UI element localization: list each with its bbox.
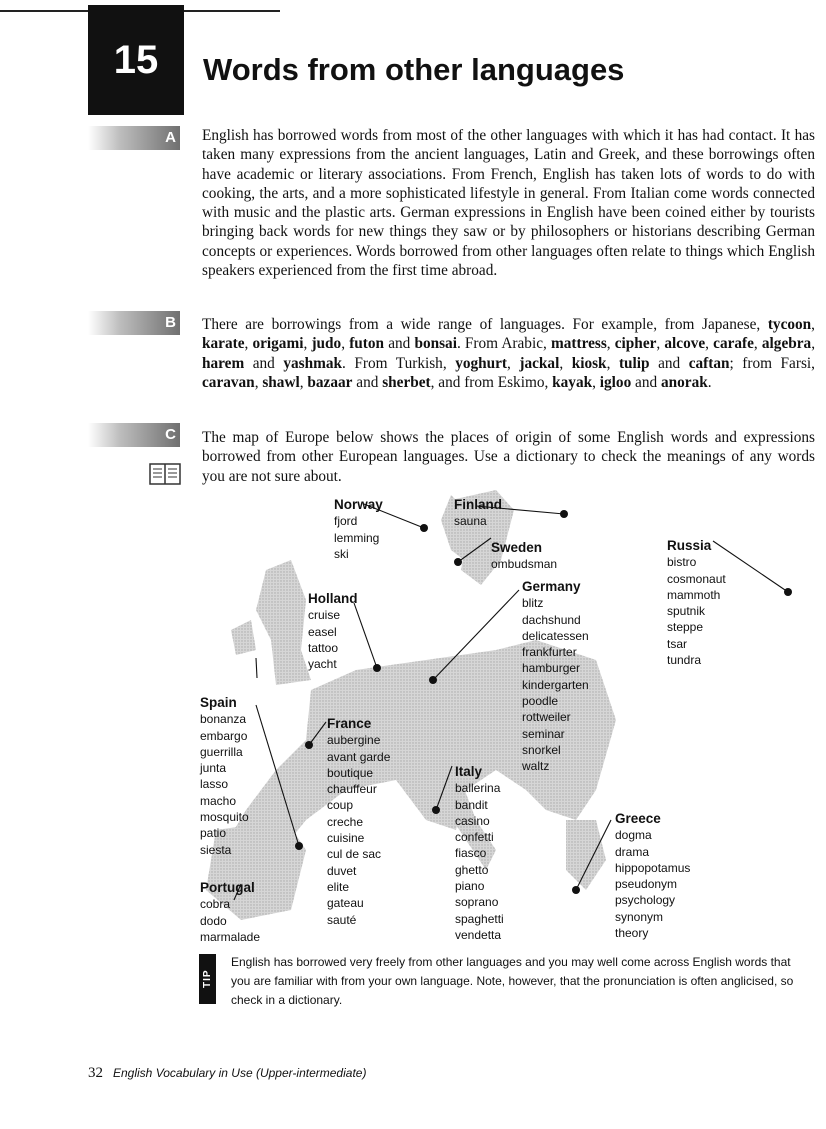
map-label-sweden bbox=[491, 540, 557, 573]
word: fiasco bbox=[455, 846, 487, 861]
borrowed-word: tycoon bbox=[767, 316, 812, 333]
word: cul de sac bbox=[327, 847, 382, 862]
word: dachshund bbox=[522, 612, 581, 627]
word: sauna bbox=[454, 514, 487, 529]
germany-dot bbox=[429, 676, 437, 684]
country-name: Norway bbox=[334, 497, 383, 512]
borrowed-word: mattress bbox=[550, 335, 607, 353]
word: mammoth bbox=[667, 587, 721, 602]
map-label-norway bbox=[334, 497, 383, 562]
word: blitz bbox=[522, 596, 544, 611]
word: confetti bbox=[455, 830, 494, 845]
word: avant garde bbox=[327, 749, 391, 764]
word: delicatessen bbox=[522, 628, 589, 643]
country-name: Spain bbox=[200, 695, 237, 710]
borrowed-word: yashmak bbox=[283, 354, 343, 372]
word: poodle bbox=[522, 694, 559, 709]
country-name: Russia bbox=[667, 538, 712, 553]
word: theory bbox=[615, 926, 649, 941]
word: chauffeur bbox=[327, 782, 377, 797]
norway-dot bbox=[420, 524, 428, 532]
borrowed-word: algebra bbox=[761, 335, 812, 353]
map-label-russia bbox=[667, 538, 726, 668]
borrowed-word: jackal bbox=[519, 354, 560, 372]
spain-pointer bbox=[256, 658, 257, 678]
page-title: Words from other languages bbox=[203, 52, 625, 87]
book-title: English Vocabulary in Use (Upper-intermediate) bbox=[113, 1066, 367, 1080]
unit-number: 15 bbox=[113, 37, 159, 82]
word: hamburger bbox=[522, 661, 581, 676]
word: guerrilla bbox=[200, 744, 243, 759]
section-c-label bbox=[88, 423, 180, 447]
word: creche bbox=[327, 814, 364, 829]
word: junta bbox=[200, 761, 227, 776]
borrowed-word: cipher bbox=[614, 335, 657, 353]
borrowed-word: caftan bbox=[688, 354, 730, 372]
word: lasso bbox=[200, 777, 229, 792]
sweden-dot bbox=[454, 558, 462, 566]
word: dogma bbox=[615, 828, 652, 843]
word: bonanza bbox=[200, 712, 247, 727]
word: marmalade bbox=[200, 929, 261, 944]
word: frankfurter bbox=[522, 645, 577, 660]
word: pseudonym bbox=[615, 877, 678, 892]
word: psychology bbox=[615, 893, 676, 908]
borrowed-word: bonsai bbox=[414, 335, 457, 353]
word: hippopotamus bbox=[615, 860, 691, 875]
word: embargo bbox=[200, 728, 248, 743]
borrowed-word: judo bbox=[311, 335, 342, 353]
tip-label: TIP bbox=[202, 969, 213, 989]
section-a-text: English has borrowed words from most of the other languages with which it has had contact. It has taken many expressions from the ancient languages, Latin and Greek, and these borrowings often have academic or literary associations. From French, English has taken lots of words to do with cooking, the arts, and a more sophisticated lifestyle in general. From Italian come words connected with music and the plastic arts. German expressions in English have been coined either by tourists bringing back words for new things they saw or by philosophers or historians describing German concepts or experiences. Words borrowed from other languages often relate to things which English speakers experienced from the first time abroad. bbox=[202, 127, 815, 280]
britain-land bbox=[256, 560, 311, 685]
map-label-holland bbox=[308, 591, 358, 672]
finland-dot bbox=[560, 510, 568, 518]
section-a-label bbox=[88, 126, 180, 150]
word: patio bbox=[200, 826, 227, 841]
word: ski bbox=[334, 546, 349, 561]
borrowed-word: sherbet bbox=[382, 373, 431, 391]
map-label-spain bbox=[200, 695, 249, 858]
holland-dot bbox=[373, 664, 381, 672]
word: drama bbox=[615, 844, 650, 859]
word: tsar bbox=[667, 636, 688, 651]
borrowed-word: futon bbox=[349, 335, 385, 353]
borrowed-word: anorak bbox=[660, 373, 708, 391]
word: bandit bbox=[455, 797, 488, 812]
section-c-text: The map of Europe below shows the places of origin of some English words and expressions borrowed from other European languages. Use a dictionary to check the meanings of any words you are not sure about. bbox=[202, 429, 815, 485]
section-c-letter: C bbox=[165, 426, 176, 443]
word: mosquito bbox=[200, 810, 249, 825]
borrowed-word: shawl bbox=[262, 373, 300, 391]
borrowed-word: tulip bbox=[618, 354, 650, 372]
greece-dot bbox=[572, 886, 580, 894]
word: rottweiler bbox=[522, 710, 571, 725]
word: siesta bbox=[200, 842, 232, 857]
country-name: Sweden bbox=[491, 540, 543, 555]
map-label-greece bbox=[615, 811, 690, 941]
country-name: Greece bbox=[615, 811, 661, 826]
country-name: Finland bbox=[454, 497, 502, 512]
unit-number-box bbox=[88, 5, 184, 115]
borrowed-word: carafe bbox=[713, 335, 754, 353]
word: soprano bbox=[455, 895, 499, 910]
borrowed-word: yoghurt bbox=[455, 354, 508, 372]
page-number: 32 bbox=[88, 1065, 103, 1081]
map-label-france bbox=[327, 716, 390, 928]
word: snorkel bbox=[522, 742, 561, 757]
country-name: Germany bbox=[522, 579, 581, 594]
spain-dot bbox=[295, 842, 303, 850]
word: casino bbox=[455, 813, 490, 828]
borrowed-word: igloo bbox=[599, 373, 632, 391]
word: vendetta bbox=[455, 927, 502, 942]
word: ombudsman bbox=[491, 557, 558, 572]
section-b-label bbox=[88, 311, 180, 335]
italy-dot bbox=[432, 806, 440, 814]
section-b-text: There are borrowings from a wide range of languages. For example, from Japanese, tycoon, karate, origami, judo, futon and bonsai. From Arabic, mattress, cipher, alcove, carafe, algebra, harem and yashmak. From Turkish, yoghurt, jackal, kiosk, tulip and caftan; from Farsi, caravan, shawl, bazaar and sherbet, and from Eskimo, kayak, igloo and anorak. bbox=[202, 316, 816, 391]
borrowed-word: bazaar bbox=[307, 373, 353, 391]
word: bistro bbox=[667, 555, 697, 570]
word: lemming bbox=[334, 530, 380, 545]
country-name: Holland bbox=[308, 591, 358, 606]
word: cosmonaut bbox=[667, 571, 726, 586]
dictionary-icon bbox=[148, 462, 182, 486]
map-label-italy bbox=[455, 764, 504, 943]
borrowed-word: kayak bbox=[552, 373, 593, 391]
borrowed-word: alcove bbox=[664, 335, 706, 353]
word: macho bbox=[200, 793, 237, 808]
russia-dot bbox=[784, 588, 792, 596]
country-name: Portugal bbox=[200, 880, 255, 895]
word: tattoo bbox=[308, 640, 339, 655]
borrowed-word: karate bbox=[202, 335, 245, 353]
word: aubergine bbox=[327, 733, 381, 748]
country-name: France bbox=[327, 716, 372, 731]
word: spaghetti bbox=[455, 911, 504, 926]
word: cuisine bbox=[327, 831, 365, 846]
word: duvet bbox=[327, 863, 357, 878]
word: steppe bbox=[667, 620, 704, 635]
greece-land bbox=[566, 820, 606, 890]
ireland-land bbox=[231, 620, 256, 655]
tip-text: English has borrowed very freely from other languages and you may well come across English words that you are familiar with from your own language. Note, however, that the pronunciation is often anglicised, so check in a dictionary. bbox=[231, 955, 794, 1007]
word: tundra bbox=[667, 653, 702, 668]
borrowed-word: origami bbox=[252, 335, 304, 353]
word: gateau bbox=[327, 896, 364, 911]
map-label-germany bbox=[522, 579, 589, 775]
word: yacht bbox=[308, 657, 337, 672]
map-label-portugal bbox=[200, 880, 260, 945]
word: ballerina bbox=[455, 781, 501, 796]
page-footer bbox=[88, 1065, 366, 1082]
word: fjord bbox=[334, 514, 358, 529]
word: piano bbox=[455, 879, 485, 894]
europe-map bbox=[196, 490, 820, 950]
word: elite bbox=[327, 879, 350, 894]
word: kindergarten bbox=[522, 677, 589, 692]
word: coup bbox=[327, 798, 354, 813]
word: synonym bbox=[615, 909, 664, 924]
word: sauté bbox=[327, 912, 357, 927]
france-dot bbox=[305, 741, 313, 749]
section-a-letter: A bbox=[165, 129, 176, 146]
word: ghetto bbox=[455, 862, 489, 877]
country-name: Italy bbox=[455, 764, 483, 779]
borrowed-word: caravan bbox=[202, 373, 255, 391]
word: seminar bbox=[522, 726, 565, 741]
borrowed-word: kiosk bbox=[571, 354, 607, 372]
word: cobra bbox=[200, 897, 231, 912]
word: dodo bbox=[200, 913, 227, 928]
word: sputnik bbox=[667, 604, 706, 619]
section-b-letter: B bbox=[165, 314, 176, 331]
borrowed-word: harem bbox=[202, 354, 245, 372]
word: cruise bbox=[308, 608, 341, 623]
word: easel bbox=[308, 624, 337, 639]
word: boutique bbox=[327, 765, 374, 780]
map-label-finland bbox=[454, 497, 502, 530]
word: waltz bbox=[522, 759, 550, 774]
